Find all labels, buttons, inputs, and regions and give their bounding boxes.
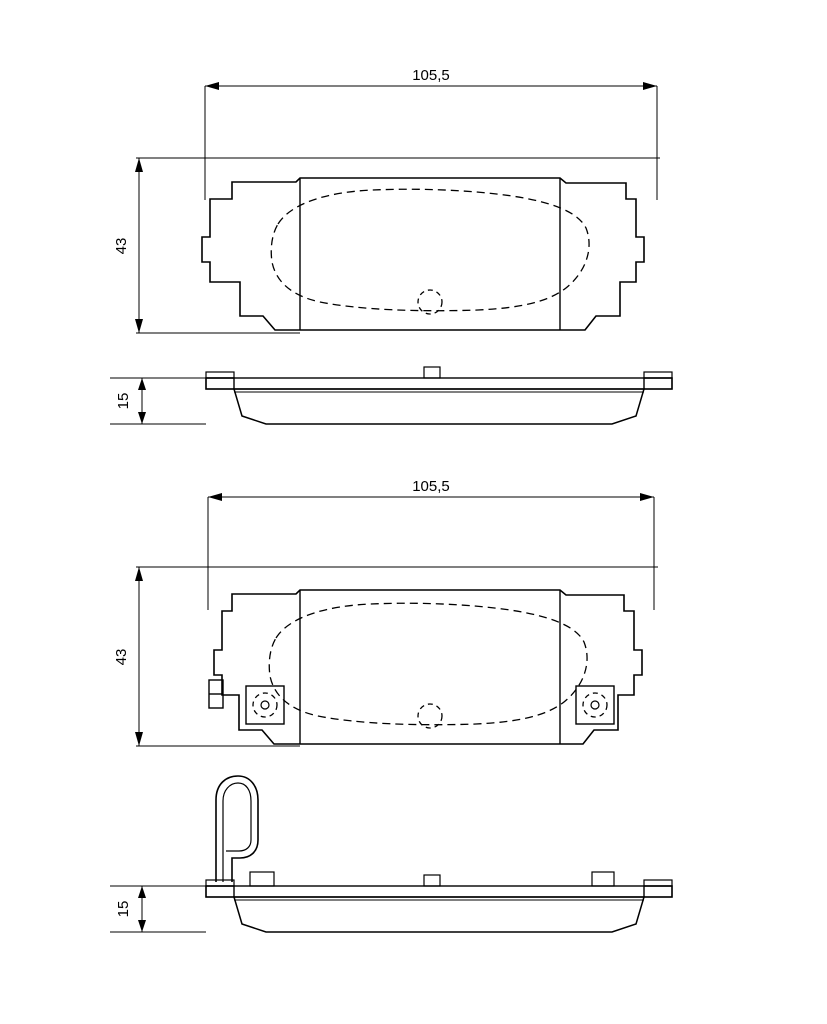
backplate-upper — [206, 367, 672, 389]
pad-segment-lines-lower — [300, 590, 560, 744]
dimension-thickness-upper — [115, 378, 146, 424]
dimension-width-lower — [208, 478, 654, 501]
rivet-right-lower — [576, 686, 614, 724]
dimension-height-lower — [113, 567, 143, 746]
dimension-height-upper — [113, 158, 143, 333]
view-pad-front-lower — [113, 478, 658, 746]
pad-outline-lower — [214, 590, 642, 744]
witness-lines-upper-height — [136, 158, 660, 333]
dimension-thickness-lower — [115, 886, 146, 932]
clip-bracket-lower — [209, 680, 223, 708]
view-pad-front-upper — [113, 67, 660, 333]
dimension-height-lower-text: 43 — [113, 648, 130, 666]
rivet-left-lower — [246, 686, 284, 724]
view-pad-side-lower — [110, 776, 672, 932]
dimension-width-upper-text: 105,5 — [412, 67, 450, 84]
center-hole-lower — [418, 704, 442, 728]
backplate-lower — [206, 872, 672, 897]
pad-segment-lines-upper — [300, 178, 560, 330]
dimension-thickness-upper-text: 15 — [115, 392, 132, 410]
retaining-spring-clip — [216, 776, 258, 882]
dimension-thickness-lower-text: 15 — [115, 900, 132, 918]
friction-body-lower — [234, 897, 644, 932]
friction-contour-lower — [269, 603, 587, 724]
friction-body-upper — [234, 389, 644, 424]
retaining-spring-clip-inner — [223, 783, 251, 882]
witness-lines-lower-width — [208, 497, 654, 610]
dimension-width-lower-text: 105,5 — [412, 478, 450, 495]
dimension-width-upper — [205, 67, 657, 90]
pad-outline-upper — [202, 178, 644, 330]
view-pad-side-upper — [110, 367, 672, 424]
dimension-height-upper-text: 43 — [113, 237, 130, 255]
friction-contour-upper — [271, 189, 589, 310]
